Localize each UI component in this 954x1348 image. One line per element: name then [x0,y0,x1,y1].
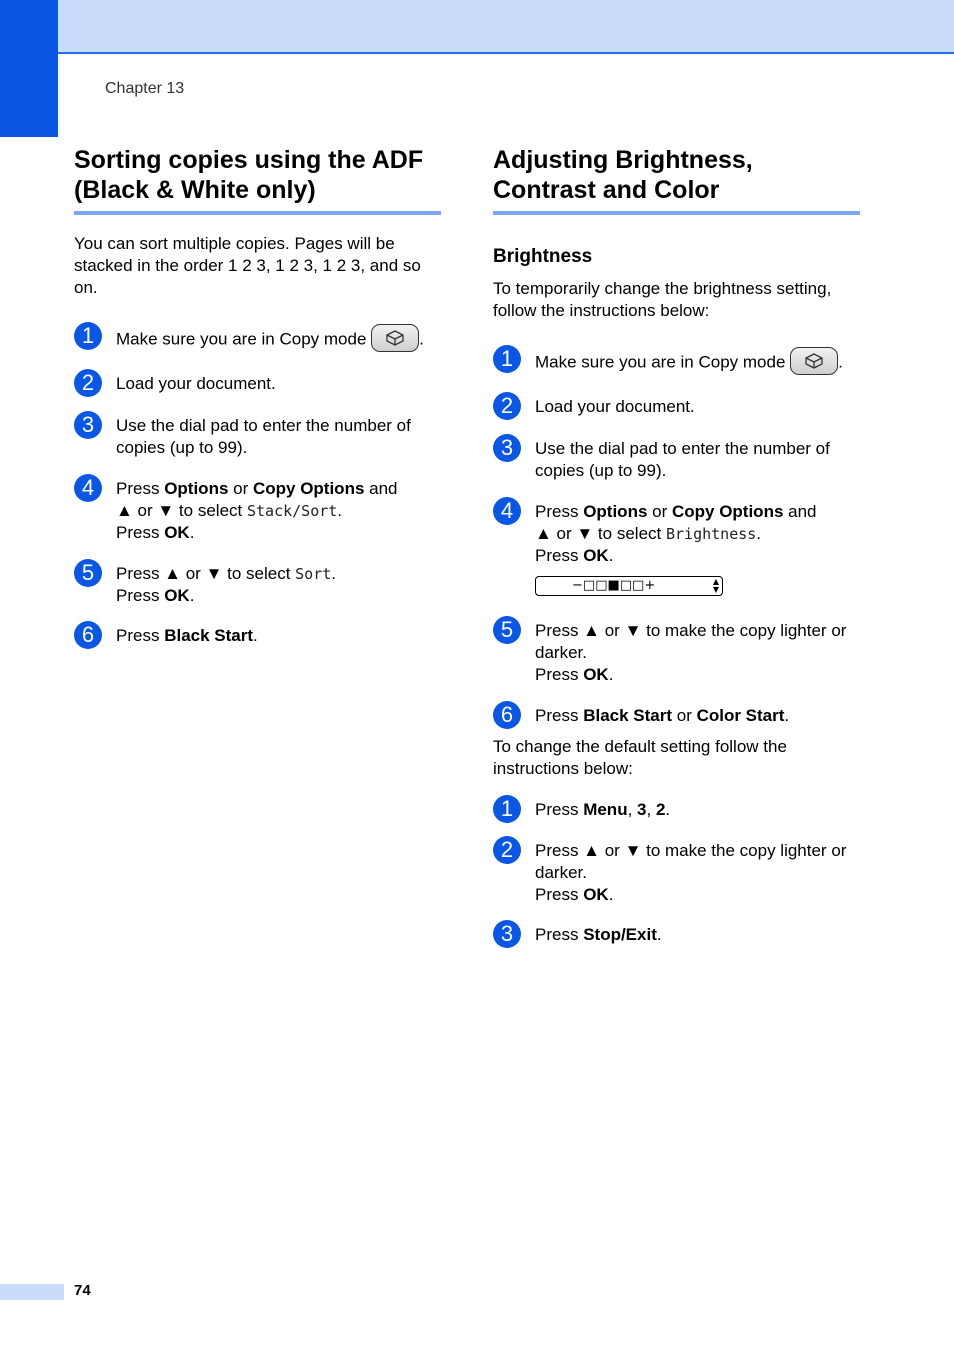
step-number: 5 [493,616,521,644]
step-trail: . [838,352,843,372]
step-text: Make sure you are in Copy mode [535,352,786,372]
step-text: Press ▲ or ▼ to make the copy lighter or darker. [535,621,847,662]
lcd-option: Brightness [665,525,757,543]
key-menu: Menu [583,800,628,819]
default-step-3 [493,921,860,946]
step-number: 2 [493,392,521,420]
step-text: Press ▲ or ▼ to make the copy lighter or darker. [535,841,847,882]
step-text: Press [116,626,165,645]
step-text: . [784,706,790,725]
key-black-start: Black Start [583,706,673,725]
step-number: 6 [493,701,521,729]
header-band [58,0,954,54]
step-trail: . [419,329,424,349]
step-text: . [608,885,614,904]
step-text: or [228,479,253,498]
plus-sign: + [644,578,656,593]
step-text: . [608,665,614,684]
step-text: , [646,800,656,819]
step-text: Press [535,800,584,819]
step-text: Use the dial pad to enter the number of copies (up to 99). [535,439,830,480]
page-number: 74 [74,1282,91,1299]
step-text: . [656,925,662,944]
key-copy-options: Copy Options [252,479,365,498]
step-text: . [253,626,258,645]
key-options: Options [583,502,648,521]
lcd-option: Stack/Sort [246,502,338,520]
key-2: 2 [655,800,666,819]
step-text: Press ▲ or ▼ to select [116,564,296,583]
step-3 [74,412,441,459]
step-text: . [331,564,337,583]
key-color-start: Color Start [696,706,785,725]
step-text: Press [116,586,165,605]
step-number: 1 [493,795,521,823]
step-text: . [756,524,762,543]
key-stop-exit: Stop/Exit [583,925,657,944]
step-text: Press [535,665,584,684]
title-line-2: (Black & White only) [74,176,316,204]
step-text: , [627,800,638,819]
footer-bar [0,1284,64,1300]
step-number: 6 [74,621,102,649]
step-text: Press [535,706,584,725]
step-2 [493,393,860,418]
step-3 [493,435,860,482]
step-number: 4 [493,497,521,525]
chapter-label: Chapter 13 [105,80,185,97]
step-text: Press [535,546,584,565]
step-text: Press [535,502,584,521]
step-1 [493,346,860,377]
step-number: 3 [493,434,521,462]
step-text: Load your document. [535,397,695,416]
lcd-option: Sort [295,565,332,583]
brightness-scale [572,577,655,595]
brightness-level: □□■□□ [582,578,645,593]
left-column [74,145,441,647]
step-text: and [783,502,817,521]
step-text: or [647,502,672,521]
step-text: . [337,501,343,520]
title-line-1: Adjusting Brightness, [493,146,753,174]
subsection-title: Brightness [493,246,593,267]
default-step-1 [493,796,860,821]
step-text: Press [535,885,584,904]
default-step-2 [493,837,860,906]
step-text: ▲ or ▼ to select [116,501,247,520]
title-line-1: Sorting copies using the ADF [74,146,424,174]
step-text: . [665,800,671,819]
copy-mode-icon [790,347,838,375]
step-number: 2 [493,836,521,864]
key-options: Options [164,479,229,498]
step-text: . [189,586,195,605]
key-ok: OK [583,665,609,684]
key-ok: OK [164,586,190,605]
brightness-lcd [535,576,723,596]
chapter-tab [0,0,58,137]
step-text: . [189,523,195,542]
step-1 [74,323,441,354]
step-number: 1 [493,345,521,373]
key-black-start: Black Start [164,626,254,645]
step-4 [493,498,860,602]
key-3: 3 [637,800,647,819]
step-text: ▲ or ▼ to select [535,524,666,543]
key-ok: OK [164,523,190,542]
step-5 [493,617,860,686]
step-text: Use the dial pad to enter the number of copies (up to 99). [116,416,411,457]
up-down-arrow-icon: ▲ ▼ [712,577,719,594]
step-text: Make sure you are in Copy mode [116,329,367,349]
step-6 [74,622,441,647]
step-number: 4 [74,474,102,502]
step-text: Press [116,523,165,542]
step-number: 5 [74,559,102,587]
minus-sign: − [572,578,583,593]
section-title-brightness [493,145,860,215]
step-text: or [672,706,697,725]
intro-text: You can sort multiple copies. Pages will be stacked in the order 1 2 3, 1 2 3, 1 2 3, and so on. [74,234,421,297]
step-text: and [364,479,398,498]
default-intro-text: To change the default setting follow the instructions below: [493,737,787,778]
right-column [493,145,860,946]
copy-mode-icon [371,324,419,352]
step-number: 3 [493,920,521,948]
section-title-sorting [74,145,441,215]
lcd-display [535,576,860,602]
key-ok: OK [583,885,609,904]
step-text: . [608,546,614,565]
step-4 [74,475,441,544]
step-text: Load your document. [116,374,276,393]
title-line-2: Contrast and Color [493,176,720,204]
intro-text: To temporarily change the brightness setting, follow the instructions below: [493,279,832,320]
step-5 [74,560,441,607]
step-2 [74,370,441,395]
step-text: Press [535,925,584,944]
step-number: 1 [74,322,102,350]
key-ok: OK [583,546,609,565]
step-number: 3 [74,411,102,439]
step-number: 2 [74,369,102,397]
key-copy-options: Copy Options [671,502,784,521]
step-6 [493,702,860,727]
step-text: Press [116,479,165,498]
